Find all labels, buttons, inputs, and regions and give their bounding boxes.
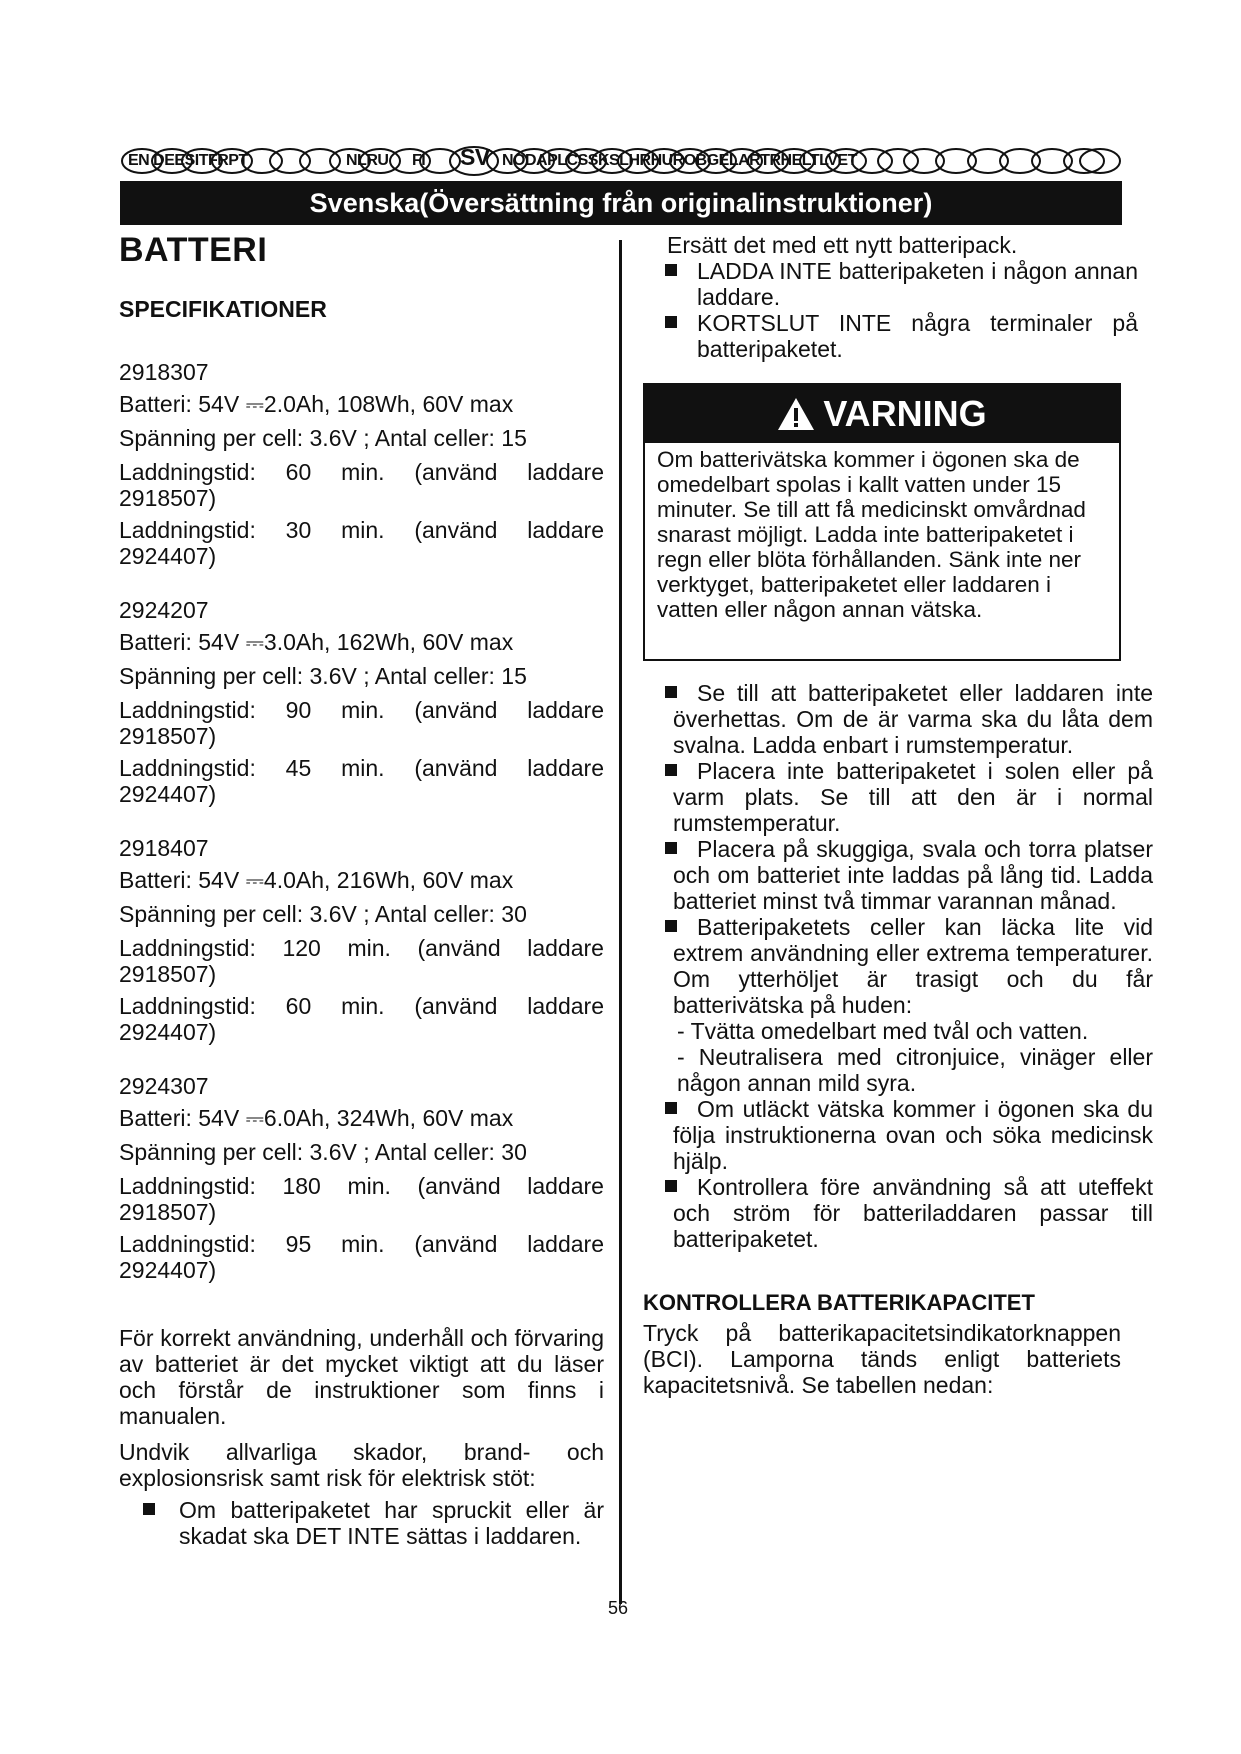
intro-paragraph: För korrekt användning, underhåll och förvaring av batteriet är det mycket viktigt att du läser och förstår de instruktioner som finns i manualen. [119,1325,604,1429]
bullet-item: LADDA INTE batteripaketen i någon annan laddare. [643,258,1138,310]
spec-block [119,835,604,1045]
page-number: 56 [608,1598,629,1618]
bullet-square-icon [665,842,677,854]
warning-triangle-icon [777,397,815,431]
bullet-square-icon [665,1102,677,1114]
spec-battery: Batteri: 54V ⎓2.0Ah, 108Wh, 60V max [119,391,514,417]
continued-line: Ersätt det med ett nytt batteripack. [667,232,1018,258]
warning-paragraph: Undvik allvarliga skador, brand- och explosionsrisk samt risk för elektrisk stöt: [119,1439,604,1491]
spec-charge-2: Laddningstid: 30 min. (använd laddare 2924407) [119,517,604,569]
bullet-square-icon [665,764,677,776]
spec-block [119,1073,604,1283]
right-column-lower [643,680,1153,1398]
warning-header [645,385,1119,443]
spec-charge-1: Laddningstid: 180 min. (använd laddare 2918507) [119,1173,604,1225]
warning-box [643,383,1121,661]
spec-charge-1: Laddningstid: 60 min. (använd laddare 2918507) [119,459,604,511]
spec-cell: Spänning per cell: 3.6V ; Antal celler: 30 [119,901,527,927]
specs-heading: SPECIFIKATIONER [119,296,327,322]
section-title-bar: Svenska(Översättning från originalinstruktioner) [120,181,1122,225]
bullet-item: Om batteripaketet har spruckit eller är skadat ska DET INTE sättas i laddaren. [139,1497,604,1549]
sub-item: - Neutralisera med citronjuice, vinäger eller någon annan mild syra. [677,1044,1153,1096]
lang-group-left[interactable]: EN DEESITFRPT [128,152,248,169]
bullet-square-icon [665,264,677,276]
spec-cell: Spänning per cell: 3.6V ; Antal celler: 30 [119,1139,527,1165]
bullet-square-icon [665,316,677,328]
bullet-square-icon [665,1180,677,1192]
spec-cell: Spänning per cell: 3.6V ; Antal celler: 15 [119,663,527,689]
warning-title: VARNING [823,393,987,434]
capacity-heading: KONTROLLERA BATTERIKAPACITET [643,1290,1035,1315]
spec-charge-1: Laddningstid: 90 min. (använd laddare 2918507) [119,697,604,749]
spec-charge-2: Laddningstid: 45 min. (använd laddare 2924407) [119,755,604,807]
sub-item: - Tvätta omedelbart med tvål och vatten. [677,1018,1089,1044]
spec-battery: Batteri: 54V ⎓4.0Ah, 216Wh, 60V max [119,867,514,893]
bullet-item: Placera inte batteripaketet i solen eller på varm plats. Se till att den är i normal rumstemperatur. [643,758,1153,836]
bullet-item: Batteripaketets celler kan läcka lite vid extrem användning eller extrema temperaturer. Om ytterhöljet är trasigt och du får batterivätska på huden: [643,914,1153,1018]
language-bar [120,146,1122,176]
spec-block [119,359,604,569]
page-heading: BATTERI [119,231,268,269]
capacity-paragraph: Tryck på batterikapacitetsindikatorknappen (BCI). Lamporna tänds enligt batteriets kapacitetsnivå. Se tabellen nedan: [643,1320,1121,1398]
spec-model: 2924307 [119,1073,209,1099]
spec-charge-2: Laddningstid: 95 min. (använd laddare 2924407) [119,1231,604,1283]
bullet-item: KORTSLUT INTE några terminaler på batteripaketet. [643,310,1138,362]
spec-model: 2918307 [119,359,209,385]
bullet-item: Se till att batteripaketet eller laddaren inte överhettas. Om de är varma ska du låta dem svalna. Ladda enbart i rumstemperatur. [643,680,1153,758]
bullet-square-icon [665,686,677,698]
bullet-square-icon [665,920,677,932]
specs-list [119,359,604,1283]
right-column [643,232,1138,362]
bullet-item: Om utläckt vätska kommer i ögonen ska du följa instruktionerna ovan och söka medicinsk hjälp. [643,1096,1153,1174]
spec-cell: Spänning per cell: 3.6V ; Antal celler: 15 [119,425,527,451]
left-column [119,228,604,1549]
lang-group-right[interactable]: NODAPLCSSKSLHRHUROBGELARTRHELTLVET [502,152,857,169]
lang-group-nlru[interactable]: NLRU [346,152,389,169]
column-divider [619,240,622,1604]
lang-fi[interactable]: FI [412,152,426,169]
lang-sv[interactable]: SV [460,144,490,170]
spec-battery: Batteri: 54V ⎓3.0Ah, 162Wh, 60V max [119,629,514,655]
spec-charge-2: Laddningstid: 60 min. (använd laddare 2924407) [119,993,604,1045]
spec-model: 2924207 [119,597,209,623]
spec-battery: Batteri: 54V ⎓6.0Ah, 324Wh, 60V max [119,1105,514,1131]
bullet-item: Kontrollera före användning så att uteffekt och ström för batteriladdaren passar till batteripaketet. [643,1174,1153,1252]
spec-block [119,597,604,807]
bullet-square-icon [143,1503,155,1515]
warning-body: Om batterivätska kommer i ögonen ska de omedelbart spolas i kallt vatten under 15 minuter. Se till att få medicinskt omvårdnad snarast möjligt. Ladda inte batteripaketet i regn eller blöta förhållanden. Sänk inte ner verktyget, batteripaketet eller laddaren i vatten eller någon annan vätska. [657,447,1086,622]
bullet-item: Placera på skuggiga, svala och torra platser och om batteriet inte laddas på lång tid. Ladda batteriet minst två timmar varannan månad. [643,836,1153,914]
spec-model: 2918407 [119,835,209,861]
spec-charge-1: Laddningstid: 120 min. (använd laddare 2918507) [119,935,604,987]
